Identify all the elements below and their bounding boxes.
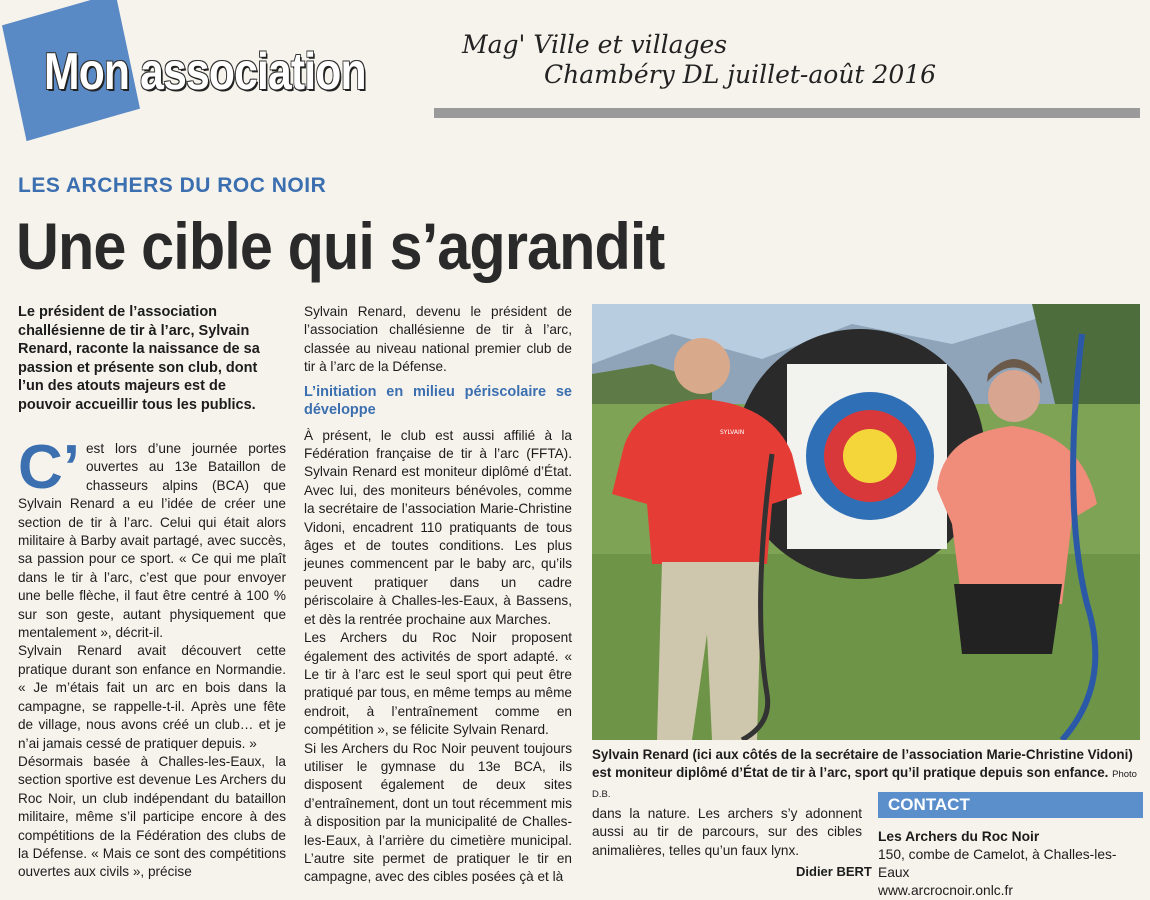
- contact-label: CONTACT: [888, 795, 970, 814]
- contact-address: 150, combe de Camelot, à Challes-les-Eaux: [878, 847, 1117, 880]
- paragraph-6: Les Archers du Roc Noir proposent également des activités de sport adapté. « Le tir à l’arc est le seul sport qui peut être pratiqué par tous, en même temps au même endroit, à l’entraînement comme en compétition », se félicite Sylvain Renard.: [304, 630, 572, 738]
- header-rule: [434, 108, 1140, 118]
- article-headline: Une cible qui s’agrandit: [16, 209, 665, 283]
- paragraph-8: dans la nature. Les archers s’y adonnent aussi au tir de parcours, sur des cibles animalières, telles qu’un faux lynx.: [592, 806, 862, 858]
- article-subhead: L’initiation en milieu périscolaire se développe: [304, 383, 572, 418]
- section-title: Mon association: [44, 43, 366, 101]
- article-lead: Le président de l’association challésienne de tir à l’arc, Sylvain Renard, raconte la naissance de sa passion et présente son club, dont l’un des atouts majeurs est de pouvoir accueillir tous les publics.: [18, 304, 260, 413]
- photo-credit: Photo D.B.: [592, 769, 1137, 800]
- woman-skirt: [954, 584, 1062, 654]
- handwritten-line-2: Chambéry DL juillet-août 2016: [544, 60, 937, 89]
- man-shirt-logo: SYLVAIN: [720, 429, 745, 436]
- drop-cap: C’: [18, 433, 80, 502]
- article-column-2: [304, 303, 572, 887]
- contact-website[interactable]: www.arcrocnoir.onlc.fr: [878, 883, 1013, 898]
- archers-photo: [592, 304, 1140, 740]
- contact-name: Les Archers du Roc Noir: [878, 829, 1040, 844]
- woman-head: [988, 370, 1040, 422]
- photo-caption-text: Sylvain Renard (ici aux côtés de la secrétaire de l’association Marie-Christine Vidoni) est moniteur diplômé d’État de tir à l’arc, sport qu’il pratique depuis son enfance.: [592, 747, 1133, 780]
- author-signature: Didier BERT: [796, 864, 872, 879]
- article-column-1: [18, 433, 286, 882]
- handwritten-note: [452, 30, 1072, 90]
- paragraph-3: Désormais basée à Challes-les-Eaux, la section sportive est devenue Les Archers du Roc Noir, un club indépendant du bataillon militaire, même s’il participe encore à des compétitions de la Fédération des clubs de la Défense. « Mais ce sont des compétitions ouvertes aux civils », précise: [18, 753, 286, 880]
- paragraph-4: Sylvain Renard, devenu le président de l’association challésienne de tir à l’arc, classée au niveau national premier club de tir à l’arc de la Défense.: [304, 304, 572, 375]
- article-kicker: LES ARCHERS DU ROC NOIR: [18, 174, 327, 197]
- handwritten-line-1: Mag' Ville et villages: [462, 30, 728, 59]
- paragraph-1: est lors d’une journée portes ouvertes au 13e Bataillon de chasseurs alpins (BCA) que Sylvain Renard a eu l’idée de créer une section de tir à l’arc. Celui qui était alors militaire à Barby avait partagé, avec succès, sa passion pour ce sport. « Ce qui me plaît dans le tir à l’arc, c’est que pour envoyer une belle flèche, il faut être centré à 100 % sur son geste, autant physiquement que mentalement », décrit-il.: [18, 441, 286, 641]
- article-column-3: [592, 805, 862, 860]
- photo-illustration: [592, 304, 1140, 740]
- contact-box: [878, 828, 1146, 900]
- paragraph-7: Si les Archers du Roc Noir peuvent toujours utiliser le gymnase du 13e BCA, ils disposent également de deux sites d’entraînement, dont un tout récemment mis à disposition par la municipalité de Challes-les-Eaux, à l’arrière du cimetière municipal. L’autre site permet de pratiquer le tir en campagne, avec des cibles posées çà et là: [304, 740, 572, 885]
- paragraph-5: À présent, le club est aussi affilié à la Fédération française de tir à l’arc (FFTA). Sylvain Renard est moniteur diplômé d’État. Avec lui, des moniteurs bénévoles, comme la secrétaire de l’association Marie-Christine Vidoni, encadrent 110 pratiquants de tous âges et de toutes conditions. Les plus jeunes commencent par le baby arc, qu’ils peuvent pratiquer dans un cadre périscolaire à Challes-les-Eaux, à Bassens, et dès la rentrée prochaine aux Marches.: [304, 427, 572, 627]
- target-gold-center: [843, 429, 897, 483]
- paragraph-2: Sylvain Renard avait découvert cette pratique durant son enfance en Normandie. « Je m’étais fait un arc en bois dans la campagne, se rappelle-t-il. Après une fête de village, nous avons créé un club… et je n’ai jamais cessé de pratiquer depuis. »: [18, 643, 286, 751]
- man-head: [674, 338, 730, 394]
